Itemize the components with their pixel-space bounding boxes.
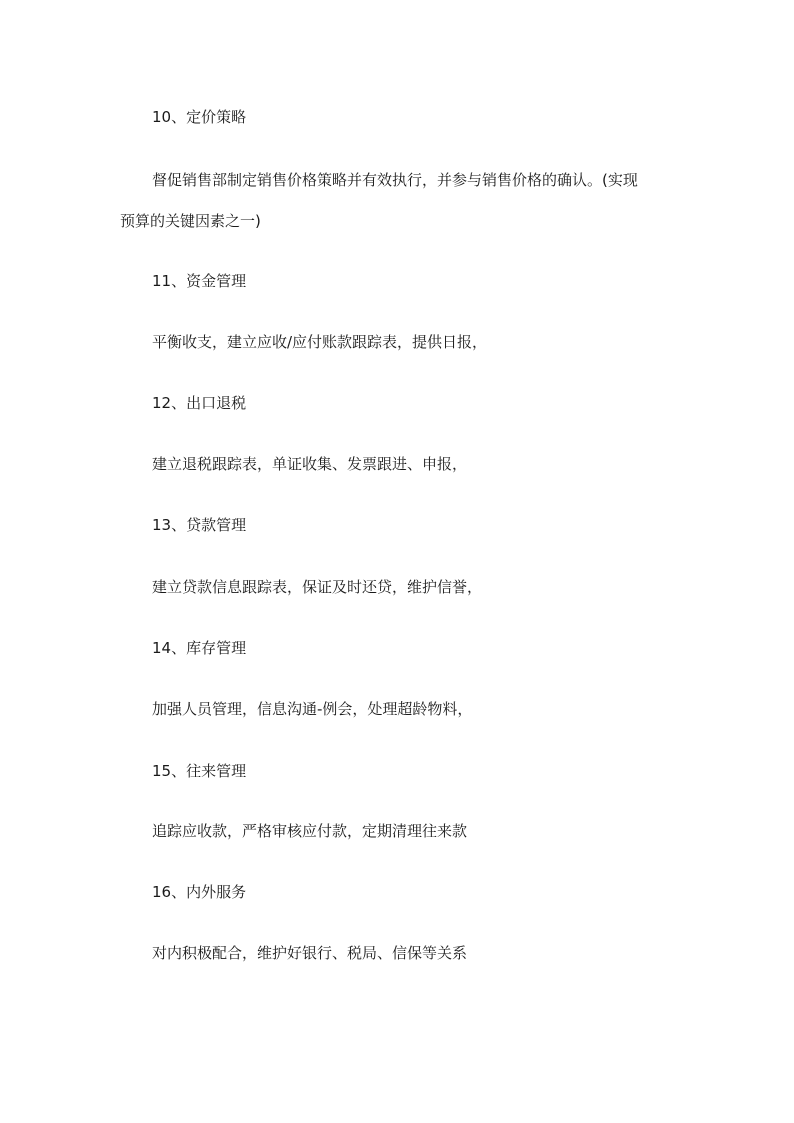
section-body: 对内积极配合，维护好银行、税局、信保等关系 — [152, 944, 468, 962]
section-heading: 11、资金管理 — [152, 272, 247, 290]
section-heading: 10、定价策略 — [152, 108, 247, 126]
section-body: 建立退税跟踪表，单证收集、发票跟进、申报， — [152, 455, 468, 473]
section-heading: 15、往来管理 — [152, 762, 247, 780]
section-body-continued: 预算的关键因素之一) — [120, 212, 261, 230]
section-heading: 14、库存管理 — [152, 639, 247, 657]
section-body: 追踪应收款，严格审核应付款，定期清理往来款 — [152, 822, 468, 840]
section-body: 平衡收支，建立应收/应付账款跟踪表，提供日报， — [152, 333, 488, 351]
section-heading: 12、出口退税 — [152, 394, 247, 412]
section-body: 加强人员管理，信息沟通-例会，处理超龄物料， — [152, 700, 473, 718]
section-body: 督促销售部制定销售价格策略并有效执行，并参与销售价格的确认。(实现 — [152, 171, 638, 189]
section-heading: 13、贷款管理 — [152, 516, 247, 534]
section-body: 建立贷款信息跟踪表，保证及时还贷，维护信誉， — [152, 578, 483, 596]
section-heading: 16、内外服务 — [152, 883, 247, 901]
